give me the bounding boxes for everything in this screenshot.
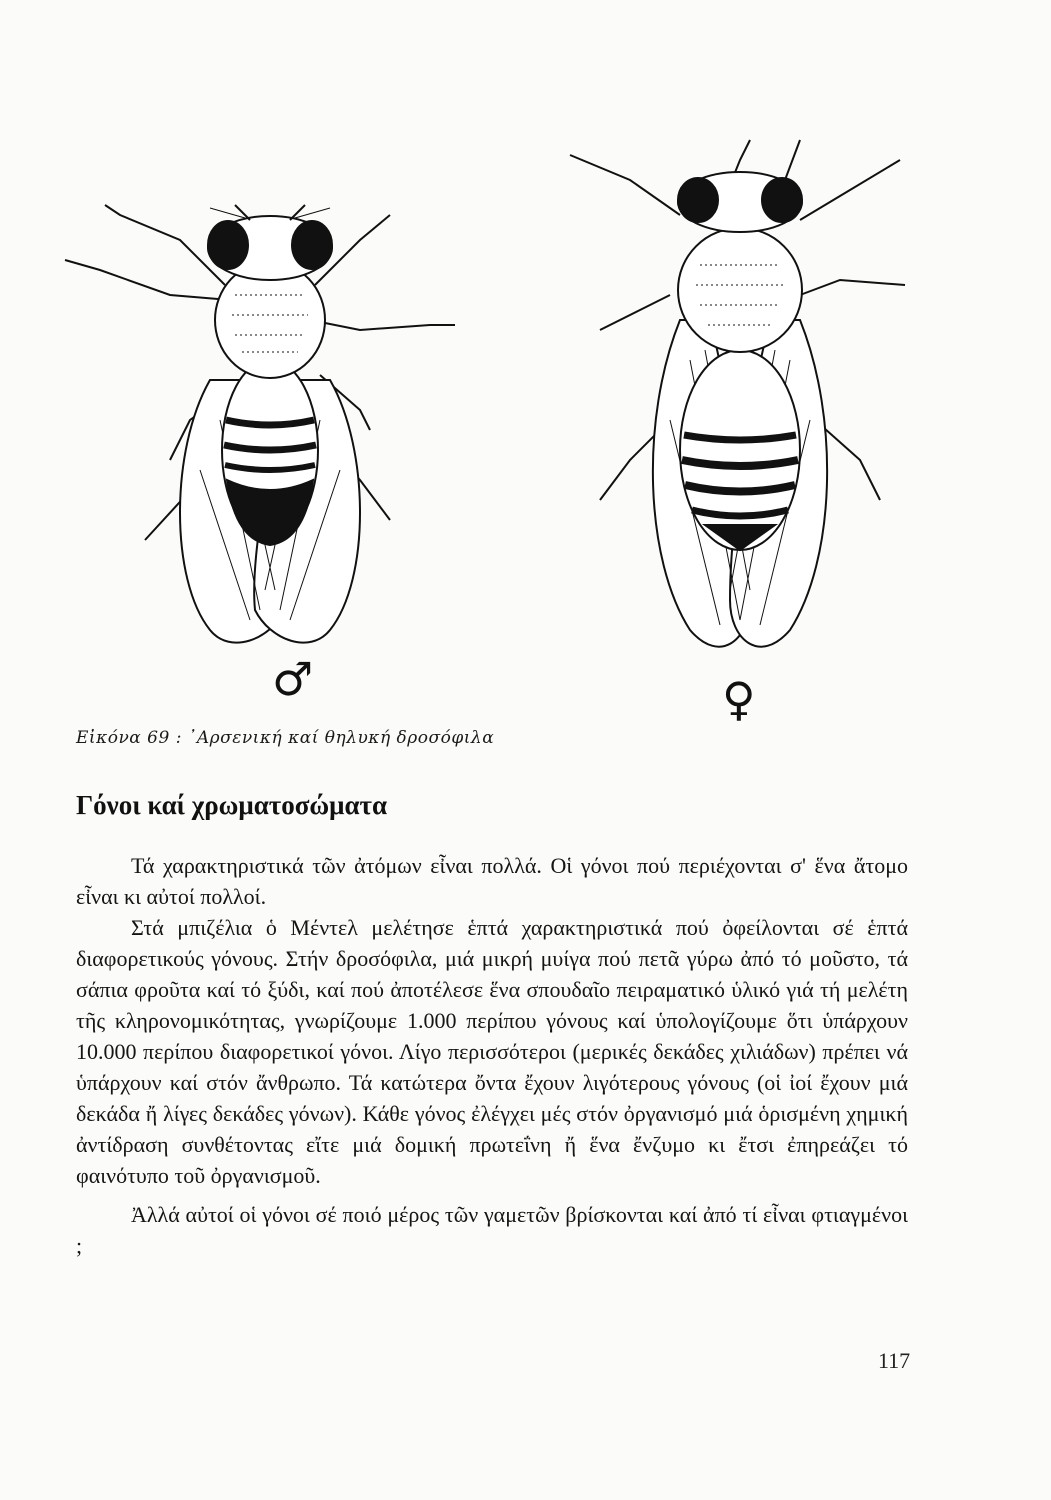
paragraph-2: Στά μπιζέλια ὁ Μέντελ μελέτησε ἑπτά χαρακτηριστικά πού ὀφείλονται σέ ἑπτά διαφορετικούς γόνους. Στήν δροσόφιλα, μιά μικρή μυίγα πού πετᾶ γύρω ἀπό τό μοῦστο, τά σάπια φροῦτα καί τό ξύδι, καί πού ἀποτέλεσε ἕνα σπουδαῖο πειραματικό ὑλικό γιά τή μελέτη τῆς κληρονομικότητας, γνωρίζουμε 1.000 περίπου γόνους καί ὑπολογίζουμε ὅτι ὑπάρχουν 10.000 περίπου διαφορετικοί γόνοι. Λίγο περισσότεροι (μερικές δεκάδες χιλιάδων) πρέπει νά ὑπάρχουν καί στόν ἄνθρωπο. Τά κατώτερα ὄντα ἔχουν λιγότερους γόνους (οἱ ἰοί ἔχουν μιά δεκάδα ἤ λίγες δεκάδες γόνων). Κάθε γόνος ἐλέγχει μές στόν ὀργανισμό μιά ὁρισμένη χημική ἀντίδραση συνθέτοντας εἴτε μιά δομική πρωτεΐνη ἤ ἕνα ἔνζυμο κι ἔτσι ἐπηρεάζει τό φαινότυπο τοῦ ὀργανισμοῦ.	[76, 915, 908, 1188]
female-fly-illustration	[570, 140, 905, 647]
section-heading: Γόνοι καί χρωματοσώματα	[76, 790, 388, 820]
paragraph-3: Ἀλλά αὐτοί οἱ γόνοι σέ ποιό μέρος τῶν γαμετῶν βρίσκονται καί ἀπό τί εἶναι φτιαγμένοι ;	[76, 1202, 908, 1258]
paragraph-1: Τά χαρακτηριστικά τῶν ἀτόμων εἶναι πολλά. Οἱ γόνοι πού περιέχονται σ' ἕνα ἄτομο εἶναι κι αὐτοί πολλοί.	[76, 853, 908, 909]
drosophila-figure	[60, 120, 940, 730]
male-symbol: ♂	[272, 652, 314, 706]
figure-caption: Εἰκόνα 69 : ᾿Αρσενική καί θηλυκή δροσόφιλα	[76, 728, 495, 748]
page-number: 117	[878, 1348, 911, 1373]
body-text	[76, 850, 908, 1261]
male-fly-illustration	[65, 205, 455, 643]
female-symbol: ♀	[722, 672, 756, 726]
